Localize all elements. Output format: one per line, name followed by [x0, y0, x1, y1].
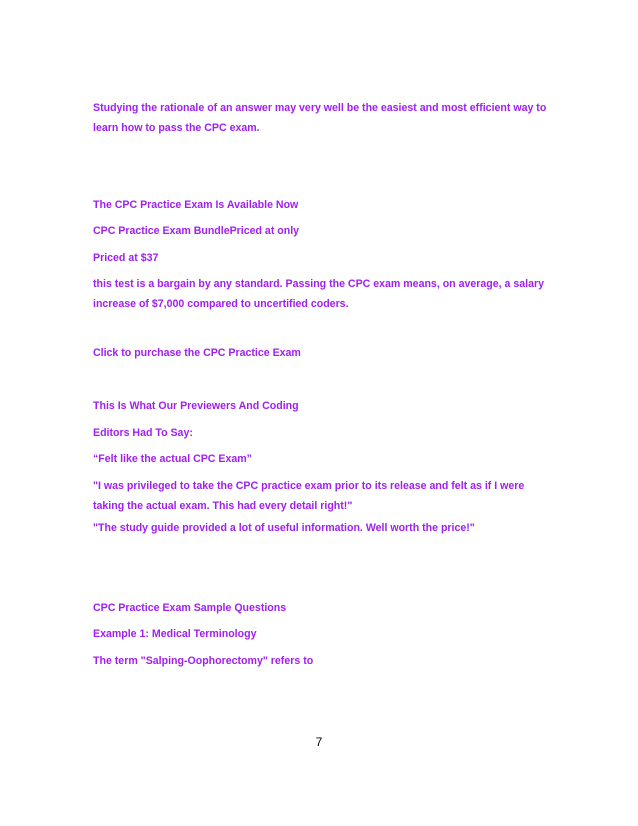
price-line: Priced at $37: [93, 252, 159, 264]
sample-questions-heading: CPC Practice Exam Sample Questions: [93, 602, 287, 614]
testimonial-quote-2: "The study guide provided a lot of useful information. Well worth the price!": [93, 522, 475, 534]
intro-paragraph: Studying the rationale of an answer may very well be the easiest and most efficient way to learn how to pass the CPC exam.: [93, 102, 547, 134]
bundle-price-line: CPC Practice Exam BundlePriced at only: [93, 225, 300, 237]
testimonial-title: “Felt like the actual CPC Exam”: [93, 453, 252, 465]
testimonials-heading-line-1: This Is What Our Previewers And Coding: [93, 400, 299, 412]
availability-heading: The CPC Practice Exam Is Available Now: [93, 199, 299, 211]
page-number: 7: [315, 735, 323, 749]
purchase-link[interactable]: Click to purchase the CPC Practice Exam: [93, 347, 301, 359]
testimonial-quote-1: "I was privileged to take the CPC practice exam prior to its release and felt as if I were taking the actual exam. This had every detail right!": [93, 480, 525, 512]
value-paragraph: this test is a bargain by any standard. Passing the CPC exam means, on average, a salary increase of $7,000 compared to uncertified coders.: [93, 278, 545, 310]
question-text: The term "Salping-Oophorectomy" refers to: [93, 655, 314, 667]
testimonials-heading-line-2: Editors Had To Say:: [93, 427, 193, 439]
example-heading: Example 1: Medical Terminology: [93, 628, 257, 640]
